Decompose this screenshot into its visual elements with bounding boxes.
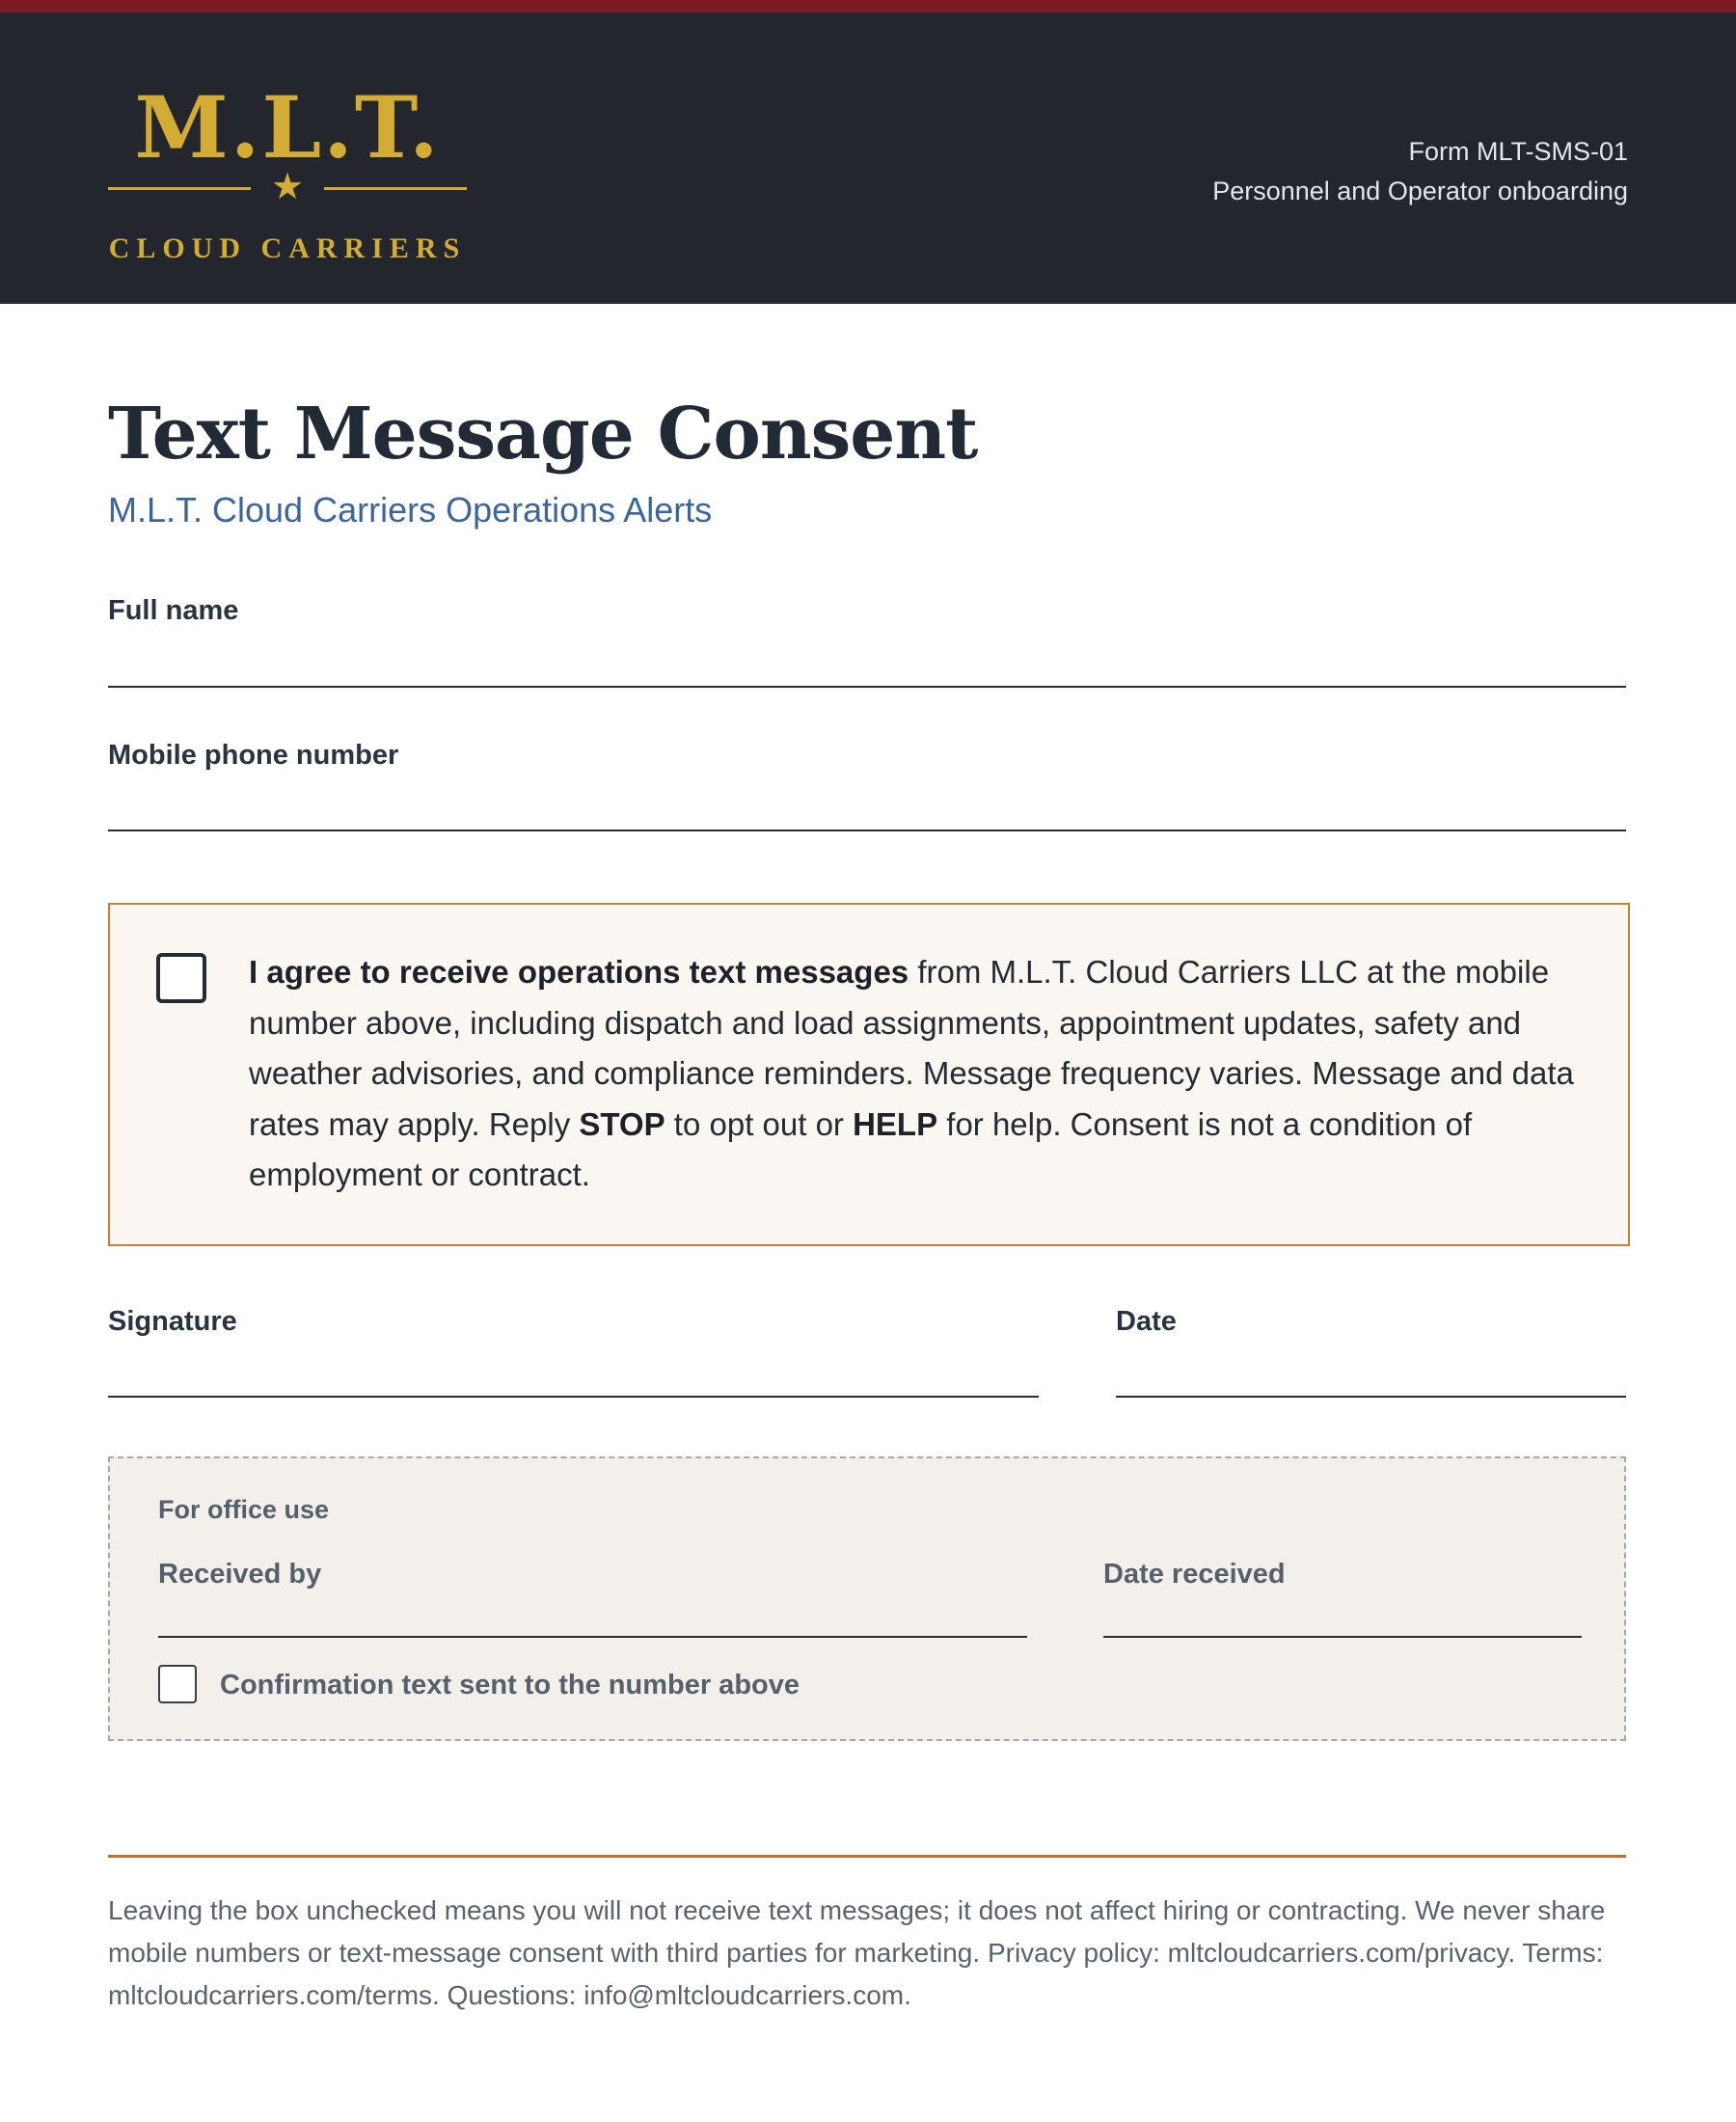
signature-label: Signature bbox=[108, 1306, 237, 1337]
footer-divider bbox=[108, 1855, 1626, 1858]
confirmation-label: Confirmation text sent to the number above bbox=[220, 1670, 800, 1700]
company-logo-tagline: CLOUD CARRIERS bbox=[108, 232, 467, 264]
office-use-title: For office use bbox=[158, 1495, 330, 1524]
full-name-label: Full name bbox=[108, 595, 239, 626]
footer-disclaimer: Leaving the box unchecked means you will not receive text messages; it does not affect hiring or contracting. We never share mobile numbers or text-message consent with third parties for marketing. Privacy policy: mltcloudcarriers.com/privacy. Terms: mltcloudcarriers.com/terms. Questions: info@mltcloudcarriers.com. bbox=[108, 1895, 1606, 2010]
page-title: Text Message Consent bbox=[108, 393, 978, 476]
consent-box bbox=[108, 903, 1630, 1246]
consent-text-part-1: from M.L.T. Cloud Carriers LLC at the mobile number above, including dispatch and load assignments, appointment updates, safety and weather advisories, and compliance reminders. Message frequency varies. Message and data rates may apply. Reply bbox=[249, 954, 1574, 1142]
consent-text-part-2: to opt out or bbox=[665, 1105, 854, 1142]
received-by-label: Received by bbox=[158, 1559, 322, 1590]
top-accent-bar bbox=[0, 0, 1736, 13]
date-received-field[interactable] bbox=[1103, 1636, 1582, 1638]
signature-field[interactable] bbox=[108, 1396, 1039, 1398]
page-header bbox=[0, 13, 1736, 304]
form-meta bbox=[1212, 132, 1628, 211]
page-subtitle: M.L.T. Cloud Carriers Operations Alerts bbox=[108, 490, 713, 530]
form-context: Personnel and Operator onboarding bbox=[1212, 177, 1628, 205]
date-received-label: Date received bbox=[1103, 1559, 1286, 1590]
full-name-field[interactable] bbox=[108, 686, 1626, 688]
logo-rule-right bbox=[324, 187, 467, 190]
mobile-phone-field[interactable] bbox=[108, 830, 1626, 831]
date-field[interactable] bbox=[1116, 1396, 1626, 1398]
star-icon: ★ bbox=[270, 165, 305, 207]
company-logo-mark: M.L.T. bbox=[134, 77, 441, 177]
consent-checkbox[interactable] bbox=[156, 953, 206, 1003]
consent-statement bbox=[249, 947, 1599, 1201]
form-id: Form MLT-SMS-01 bbox=[1408, 137, 1628, 166]
consent-text-part-3: for help. Consent is not a condition of employment or contract. bbox=[249, 1105, 1473, 1192]
office-use-box bbox=[108, 1456, 1626, 1741]
confirmation-checkbox[interactable] bbox=[158, 1665, 197, 1703]
help-keyword: HELP bbox=[853, 1105, 938, 1142]
mobile-phone-label: Mobile phone number bbox=[108, 740, 399, 771]
consent-lead: I agree to receive operations text messages bbox=[249, 954, 909, 990]
stop-keyword: STOP bbox=[579, 1105, 665, 1142]
date-label: Date bbox=[1116, 1306, 1177, 1337]
logo-rule-left bbox=[108, 187, 251, 190]
received-by-field[interactable] bbox=[158, 1636, 1027, 1638]
